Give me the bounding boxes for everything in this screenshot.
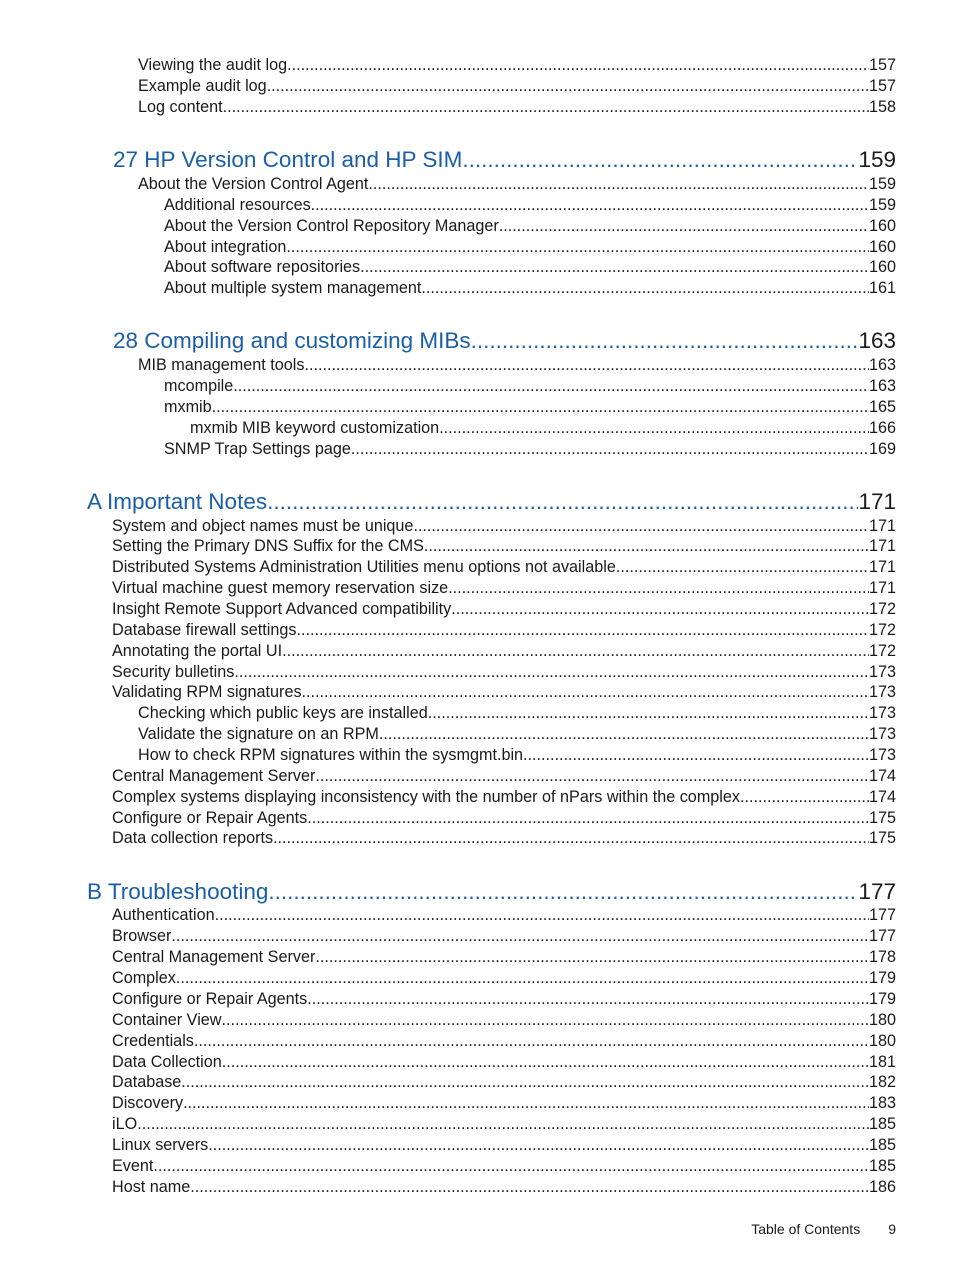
toc-entry-page: 178 [868,948,896,966]
dot-leader [181,1072,869,1092]
toc-entry[interactable] [112,1072,896,1093]
toc-entry-page: 177 [868,906,896,924]
toc-heading[interactable] [113,327,896,357]
toc-entry-page: 157 [868,56,896,74]
toc-entry[interactable] [164,376,896,397]
toc-entry-page: 171 [858,489,896,514]
toc-entry[interactable] [112,926,896,947]
toc-entry[interactable] [164,216,896,237]
toc-entry[interactable] [112,1093,896,1114]
toc-entry-page: 160 [868,258,896,276]
toc-entry[interactable] [112,828,896,849]
toc-entry-page: 174 [868,767,896,785]
toc-entry-page: 171 [868,517,896,535]
toc-entry-title: Example audit log [138,77,267,95]
toc-entry-title: Validate the signature on an RPM [138,725,379,743]
toc-entry[interactable] [112,662,896,683]
dot-leader [137,1114,869,1134]
toc-entry[interactable] [112,968,896,989]
dot-leader [499,216,869,236]
dot-leader [616,557,869,577]
toc-entry-title: 28 Compiling and customizing MIBs [113,328,471,353]
toc-entry-title: Security bulletins [112,663,235,681]
toc-entry-page: 159 [858,147,896,172]
toc-entry-title: B Troubleshooting [87,879,269,904]
dot-leader [296,620,869,640]
dot-leader [267,76,869,96]
toc-entry-title: Configure or Repair Agents [112,990,308,1008]
toc-entry-title: About the Version Control Agent [138,175,369,193]
toc-entry-page: 173 [868,704,896,722]
dot-leader [413,516,869,536]
toc-entry-title: Data Collection [112,1053,222,1071]
toc-entry-page: 172 [868,600,896,618]
dot-leader [190,1177,869,1197]
dot-leader [448,578,869,598]
toc-entry-page: 180 [868,1032,896,1050]
toc-entry-title: Complex [112,969,176,987]
dot-leader [273,828,869,848]
toc-entry[interactable] [112,516,896,537]
dot-leader [462,146,858,174]
toc-entry[interactable] [164,278,896,299]
toc-entry-title: Distributed Systems Administration Utilities menu options not available [112,558,616,576]
toc-entry[interactable] [112,557,896,578]
toc-entry[interactable] [112,1010,896,1031]
toc-entry-title: mcompile [164,377,234,395]
dot-leader [215,905,869,925]
toc-entry-title: Annotating the portal UI [112,642,283,660]
toc-entry-title: Insight Remote Support Advanced compatibility [112,600,452,618]
dot-leader [233,376,869,396]
toc-entry-page: 158 [868,98,896,116]
toc-entry[interactable] [164,439,896,460]
toc-entry[interactable] [112,1031,896,1052]
toc-entry[interactable] [138,355,896,376]
dot-leader [428,703,869,723]
dot-leader [287,55,869,75]
toc-entry[interactable] [112,947,896,968]
dot-leader [360,257,869,277]
toc-entry-title: How to check RPM signatures within the sysmgmt.bin [138,746,524,764]
dot-leader [212,397,869,417]
toc-entry-page: 171 [868,579,896,597]
dot-leader [379,724,869,744]
toc-entry-page: 179 [868,969,896,987]
dot-leader [153,1156,869,1176]
toc-entry-page: 169 [868,440,896,458]
dot-leader [176,968,869,988]
toc-entry[interactable] [164,237,896,258]
toc-entry[interactable] [112,1114,896,1135]
toc-entry-title: Virtual machine guest memory reservation size [112,579,449,597]
toc-entry[interactable] [164,195,896,216]
dot-leader [223,97,869,117]
dot-leader [194,1031,869,1051]
toc-entry-title: Central Management Server [112,948,316,966]
toc-entry-title: Browser [112,927,172,945]
toc-entry-page: 181 [868,1053,896,1071]
toc-entry-title: Credentials [112,1032,194,1050]
toc-entry-page: 174 [868,788,896,806]
dot-leader [307,989,869,1009]
toc-entry-page: 173 [868,683,896,701]
footer-page-number: 9 [888,1221,896,1237]
toc-entry-page: 175 [868,809,896,827]
toc-entry-page: 175 [868,829,896,847]
dot-leader [311,195,869,215]
toc-entry-page: 165 [868,398,896,416]
toc-entry-title: Additional resources [164,196,311,214]
dot-leader [421,278,869,298]
toc-entry[interactable] [164,257,896,278]
toc-entry-page: 163 [868,377,896,395]
toc-entry-title: MIB management tools [138,356,305,374]
toc-entry-title: Central Management Server [112,767,316,785]
dot-leader [302,682,869,702]
dot-leader [183,1093,869,1113]
toc-entry-title: Discovery [112,1094,184,1112]
toc-entry-title: About integration [164,238,287,256]
toc-entry[interactable] [164,397,896,418]
toc-entry-title: Data collection reports [112,829,274,847]
toc-entry-page: 166 [868,419,896,437]
toc-entry[interactable] [112,808,896,829]
dot-leader [282,641,869,661]
toc-entry-title: System and object names must be unique [112,517,414,535]
toc-entry-page: 185 [868,1157,896,1175]
toc-entry-title: Container View [112,1011,222,1029]
toc-entry[interactable] [190,418,896,439]
toc-entry-title: 27 HP Version Control and HP SIM [113,147,463,172]
toc-entry-title: Configure or Repair Agents [112,809,308,827]
toc-entry-page: 183 [868,1094,896,1112]
dot-leader [424,536,869,556]
toc-entry[interactable] [112,1156,896,1177]
dot-leader [471,327,859,355]
toc-entry-page: 177 [858,879,896,904]
toc-entry-title: Host name [112,1178,191,1196]
toc-entry[interactable] [112,1052,896,1073]
toc-entry[interactable] [138,55,896,76]
toc-entry-page: 180 [868,1011,896,1029]
dot-leader [304,355,869,375]
toc-entry-page: 173 [868,746,896,764]
dot-leader [451,599,869,619]
toc-entry-page: 159 [868,175,896,193]
toc-entry-page: 185 [868,1136,896,1154]
toc-entry[interactable] [112,599,896,620]
toc-entry[interactable] [112,682,896,703]
page-footer [751,1221,896,1237]
toc-entry-title: mxmib [164,398,212,416]
toc-entry[interactable] [138,76,896,97]
dot-leader [221,1010,869,1030]
dot-leader [439,418,869,438]
toc-entry-page: 160 [868,238,896,256]
dot-leader [267,488,858,516]
toc-entry[interactable] [112,989,896,1010]
toc-entry-title: Database [112,1073,182,1091]
toc-entry-page: 172 [868,621,896,639]
toc-entry-title: SNMP Trap Settings page [164,440,351,458]
toc-entry[interactable] [112,905,896,926]
toc-entry-title: Complex systems displaying inconsistency with the number of nPars within the complex [112,788,740,806]
toc-entry-page: 177 [868,927,896,945]
dot-leader [307,808,869,828]
toc-entry-page: 171 [868,537,896,555]
toc-entry-page: 163 [868,356,896,374]
toc-entry[interactable] [138,97,896,118]
toc-entry-page: 182 [868,1073,896,1091]
toc-heading[interactable] [87,488,896,518]
toc-entry-title: Authentication [112,906,215,924]
toc-entry-title: Setting the Primary DNS Suffix for the CMS [112,537,424,555]
toc-entry-title: About the Version Control Repository Manager [164,217,499,235]
toc-entry[interactable] [112,578,896,599]
dot-leader [222,1052,869,1072]
dot-leader [740,787,869,807]
toc-entry[interactable] [138,745,896,766]
toc-entry[interactable] [112,536,896,557]
toc-entry-page: 185 [868,1115,896,1133]
toc-entry[interactable] [112,1177,896,1198]
toc-entry-title: About multiple system management [164,279,422,297]
dot-leader [523,745,869,765]
toc-entry[interactable] [138,174,896,195]
dot-leader [286,237,869,257]
toc-entry-title: Log content [138,98,223,116]
toc-entry-title: iLO [112,1115,138,1133]
toc-entry-title: Linux servers [112,1136,209,1154]
toc-heading[interactable] [87,878,896,908]
dot-leader [171,926,869,946]
toc-heading[interactable] [113,146,896,176]
toc-entry[interactable] [112,641,896,662]
toc-entry-page: 173 [868,725,896,743]
dot-leader [351,439,869,459]
toc-entry-title: Viewing the audit log [138,56,288,74]
toc-entry[interactable] [138,703,896,724]
dot-leader [234,662,869,682]
toc-entry-page: 171 [868,558,896,576]
toc-entry[interactable] [112,787,896,808]
toc-entry[interactable] [138,724,896,745]
toc-entry-title: mxmib MIB keyword customization [190,419,440,437]
toc-entry-page: 159 [868,196,896,214]
toc-entry-title: A Important Notes [87,489,268,514]
dot-leader [208,1135,869,1155]
dot-leader [268,878,858,906]
toc-entry-title: Checking which public keys are installed [138,704,428,722]
toc-entry-page: 163 [858,328,896,353]
dot-leader [315,947,869,967]
toc-entry[interactable] [112,766,896,787]
toc-entry-title: Validating RPM signatures [112,683,302,701]
toc-entry[interactable] [112,620,896,641]
toc-entry[interactable] [112,1135,896,1156]
toc-entry-page: 186 [868,1178,896,1196]
toc-entry-page: 161 [868,279,896,297]
toc-entry-page: 179 [868,990,896,1008]
toc-entry-page: 157 [868,77,896,95]
dot-leader [315,766,869,786]
toc-entry-page: 173 [868,663,896,681]
toc-entry-page: 172 [868,642,896,660]
toc-entry-title: About software repositories [164,258,361,276]
toc-entry-title: Database firewall settings [112,621,297,639]
footer-label: Table of Contents [751,1221,861,1237]
toc-entry-page: 160 [868,217,896,235]
toc-entry-title: Event [112,1157,154,1175]
dot-leader [368,174,869,194]
